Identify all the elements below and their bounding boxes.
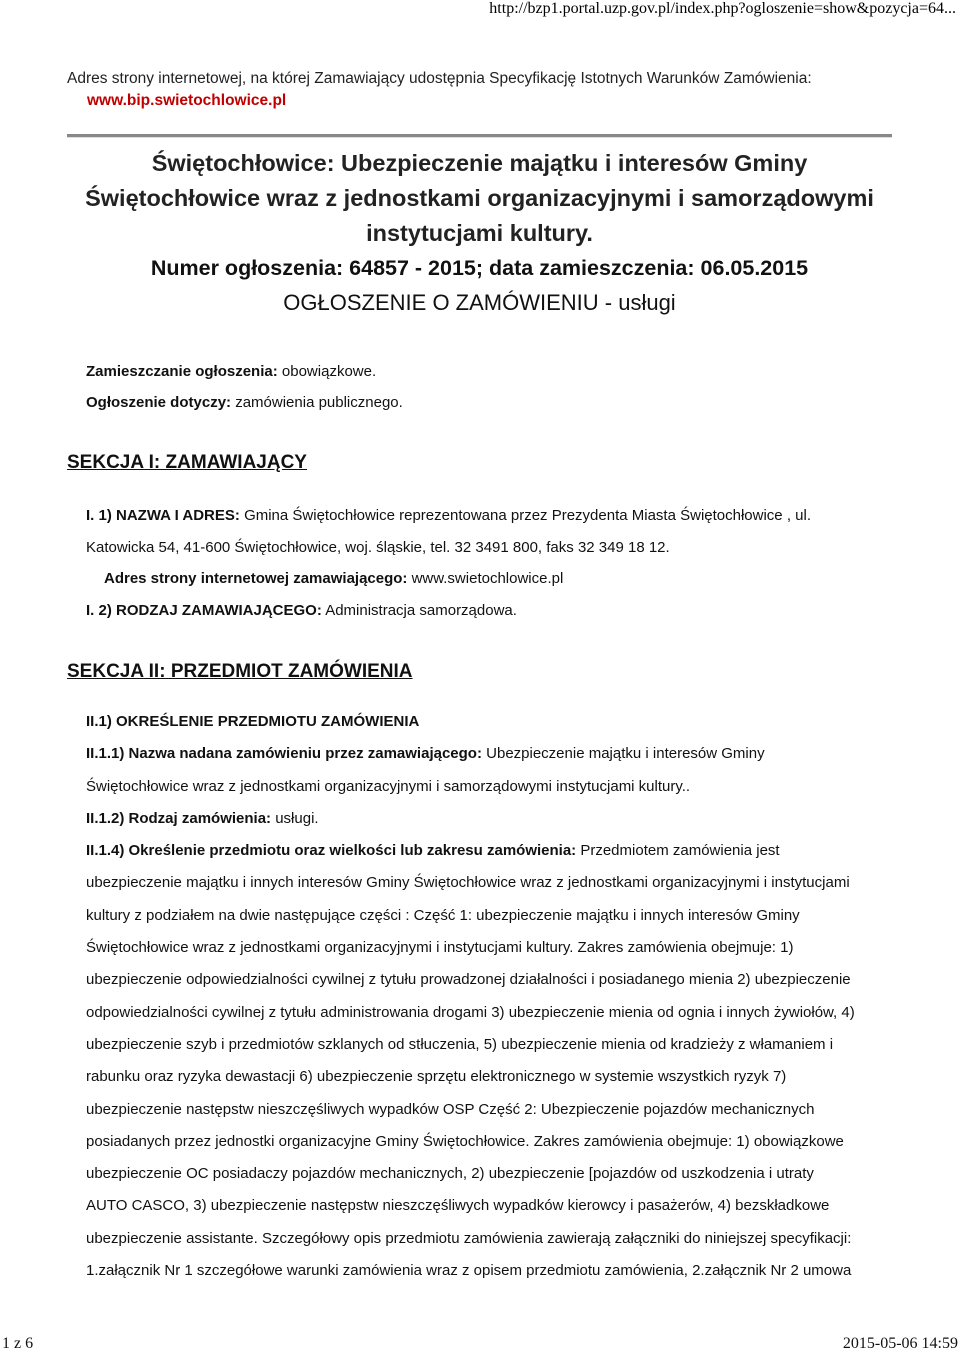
siwz-intro-text: Adres strony internetowej, na której Zamawiający udostępnia Specyfikację Istotnych Warunków Zamówienia: [67,70,812,87]
notice-meta [86,356,403,418]
meta-concerns-value: zamówienia publicznego. [235,394,403,411]
order-description-line: Przedmiotem zamówienia jest [580,842,780,860]
order-description-line: AUTO CASCO, 3) ubezpieczenie następstw nieszczęśliwych wypadków kierowcy i pasażerów, 4) bezskładkowe [86,1197,830,1215]
order-description-first [86,835,906,867]
order-description-line: ubezpieczenie assistante. Szczegółowy opis przedmiotu zamówienia zawierają załączniki do niniejszej specyfikacji: [86,1229,852,1247]
section-2-heading: SEKCJA II: PRZEDMIOT ZAMÓWIENIA [67,661,413,682]
contracting-authority-name [86,500,906,532]
authority-type-value: Administracja samorządowa. [325,601,517,619]
meta-placement [86,356,403,387]
page-counter: 1 z 6 [2,1335,34,1352]
print-url: http://bzp1.portal.uzp.gov.pl/index.php?ogloszenie=show&pozycja=64... [489,0,956,17]
page-title: Świętochłowice: Ubezpieczenie majątku i interesów Gminy Świętochłowice wraz z jednostkami organizacyjnymi i samorządowymi instytucjami kultury. [85,150,874,246]
order-description-line: ubezpieczenie majątku i innych interesów Gminy Świętochłowice wraz z jednostkami organizacyjnymi i instytucjami [86,874,850,892]
print-datetime: 2015-05-06 14:59 [842,1335,958,1352]
order-description-line: posiadanych przez jednostki organizacyjne Gminy Świętochłowice. Zakres zamówienia obejmuje: 1) obowiązkowe [86,1132,844,1150]
meta-concerns-label: Ogłoszenie dotyczy: [86,394,232,411]
siwz-link[interactable]: www.bip.swietochlowice.pl [87,92,287,109]
order-kind-label: II.1.2) Rodzaj zamówienia: [86,809,272,827]
section-1-body [86,500,906,626]
order-name-value-2: Świętochłowice wraz z jednostkami organizacyjnymi i samorządowymi instytucjami kultury.. [86,777,691,795]
authority-type-label: I. 2) RODZAJ ZAMAWIAJĄCEGO: [86,601,322,619]
meta-placement-label: Zamieszczanie ogłoszenia: [86,363,278,380]
order-description-line: ubezpieczenie szyb i przedmiotów szklanych od stłuczenia, 5) ubezpieczenie mienia od kradzieży z włamaniem i [86,1035,834,1053]
authority-type [86,595,906,627]
order-description-line: rabunku oraz ryzyka dewastacji 6) ubezpieczenie sprzętu elektronicznego w systemie wszystkich ryzyk 7) [86,1068,787,1086]
order-description-label: II.1.4) Określenie przedmiotu oraz wielkości lub zakresu zamówienia: [86,842,577,860]
website-value[interactable]: www.swietochlowice.pl [411,570,564,587]
order-name-label: II.1.1) Nazwa nadana zamówieniu przez zamawiającego: [86,745,482,763]
title-block [67,146,892,321]
subject-subheading-text: II.1) OKREŚLENIE PRZEDMIOTU ZAMÓWIENIA [86,713,420,730]
name-address-value-2: Katowicka 54, 41-600 Świętochłowice, woj. śląskie, tel. 32 3491 800, faks 32 349 18 12. [86,538,670,556]
siwz-intro [67,68,927,112]
order-description-line: ubezpieczenie odpowiedzialności cywilnej z tytułu prowadzonej działalności i posiadanego mienia 2) ubezpieczenie [86,971,851,989]
divider [67,134,892,138]
section-1-heading: SEKCJA I: ZAMAWIAJĄCY [67,452,307,473]
order-kind [86,803,906,835]
notice-number: Numer ogłoszenia: 64857 - 2015; data zamieszczenia: 06.05.2015 [150,256,809,280]
subject-subheading [86,706,906,738]
website-label: Adres strony internetowej zamawiającego: [104,570,408,587]
order-description-line: ubezpieczenie OC posiadaczy pojazdów mechanicznych, 2) ubezpieczenie [pojazdów od uszkodzenia i utraty [86,1165,814,1183]
order-name-value-1: Ubezpieczenie majątku i interesów Gminy [486,745,765,763]
name-address-label: I. 1) NAZWA I ADRES: [86,507,240,524]
section-2-body [86,706,906,1287]
meta-placement-value: obowiązkowe. [281,363,377,380]
order-description-line: odpowiedzialności cywilnej z tytułu administrowania drogami 3) ubezpieczenie mienia od ognia i innych żywiołów, 4) [86,1003,855,1021]
name-address-value-1: Gmina Świętochłowice reprezentowana przez Prezydenta Miasta Świętochłowice , ul. [244,507,811,524]
order-name [86,738,906,770]
order-description-line: Świętochłowice wraz z jednostkami organizacyjnymi i instytucjami kultury. Zakres zamówienia obejmuje: 1) [86,939,794,957]
order-description-line: ubezpieczenie następstw nieszczęśliwych wypadków OSP Część 2: Ubezpieczenie pojazdów mechanicznych [86,1100,815,1118]
order-description-line: 1.załącznik Nr 1 szczegółowe warunki zamówienia wraz z opisem przedmiotu zamówienia, 2.załącznik Nr 2 umowa [86,1262,852,1280]
notice-type: OGŁOSZENIE O ZAMÓWIENIU - usługi [283,290,676,315]
meta-concerns [86,387,403,418]
order-description-line: kultury z podziałem na dwie następujące części : Część 1: ubezpieczenie majątku i innych interesów Gminy [86,906,800,924]
order-kind-value: usługi. [275,809,319,827]
authority-website [86,563,906,595]
